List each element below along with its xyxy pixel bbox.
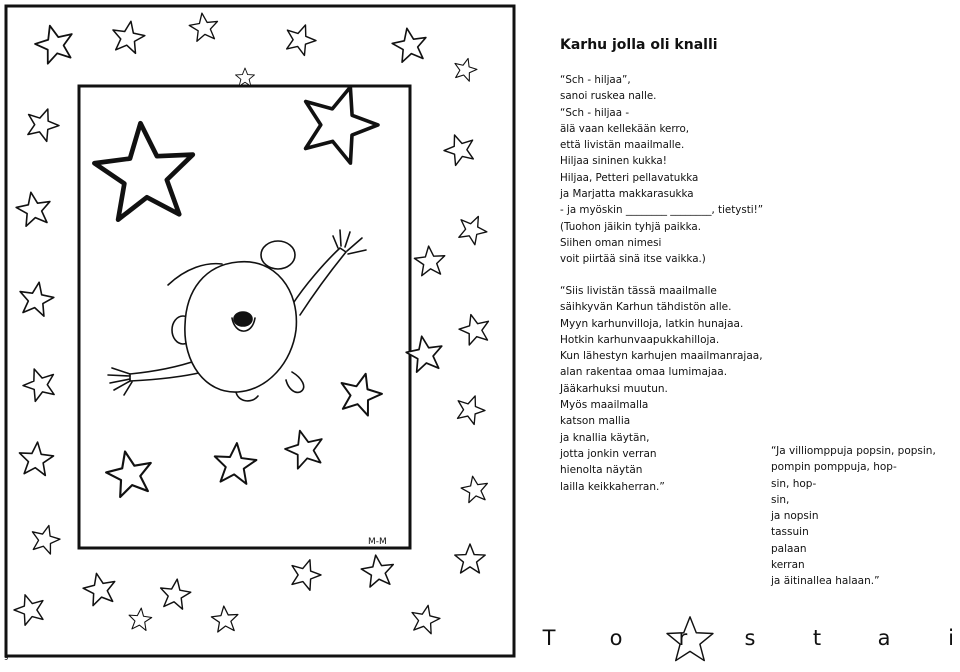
poem-line: alan rakentaa omaa lumimajaa. <box>560 366 728 379</box>
poem-stanza-3 <box>771 443 936 590</box>
poem-line: kerran <box>771 559 805 572</box>
bear-ear <box>261 241 295 269</box>
footer-tostai <box>540 622 960 662</box>
poem-line: “Sch - hiljaa - <box>560 106 630 119</box>
poem-line: sin, <box>771 493 790 506</box>
poem-line: ja Marjatta makkarasukka <box>560 188 694 201</box>
footer-letter: r <box>678 626 688 650</box>
poem-line: jotta jonkin verran <box>560 447 657 460</box>
footer-letter: o <box>609 626 623 650</box>
bear-foot <box>236 392 258 401</box>
poem-line: ja nopsin <box>771 510 819 523</box>
bear-foot <box>286 372 304 392</box>
footer-letter: t <box>812 626 822 650</box>
illustration-signature: M-M <box>368 537 387 547</box>
poem-line: “Sch - hiljaa”, <box>560 74 631 86</box>
poem-line: ja knallia käytän, <box>560 431 650 444</box>
footer-letter: s <box>744 626 756 650</box>
poem-line: Hiljaa sininen kukka! <box>560 155 667 168</box>
poem-line: “Ja villiomppuja popsin, popsin, <box>771 445 936 457</box>
poem-line: voit piirtää sinä itse vaikka.) <box>560 253 706 266</box>
bear-arm <box>292 248 346 315</box>
bear <box>108 230 366 401</box>
bear-head <box>185 262 297 392</box>
poem-line: palaan <box>771 542 807 555</box>
poem-line: älä vaan kellekään kerro, <box>560 122 690 135</box>
poem-line: hienolta näytän <box>560 464 643 477</box>
poem-line: katson mallia <box>560 415 631 428</box>
poem-line: pompin pomppuja, hop- <box>771 461 897 474</box>
page-number: 9 <box>4 654 9 662</box>
poem-line: ja äitinallea halaan.” <box>771 575 880 588</box>
footer-letter: a <box>877 626 891 650</box>
poem-line: Hotkin karhunvaapukkahilloja. <box>560 333 720 346</box>
poem-stanza-1 <box>560 72 763 268</box>
poem-title: Karhu jolla oli knalli <box>560 37 718 53</box>
footer-letter: T <box>542 626 556 650</box>
poem-line: Myös maailmalla <box>560 399 649 412</box>
poem-line: Myyn karhunvilloja, latkin hunajaa. <box>560 317 744 330</box>
poem-line: Kun lähestyn karhujen maailmanrajaa, <box>560 350 763 363</box>
poem-line: (Tuohon jäikin tyhjä paikka. <box>560 220 701 233</box>
poem-line: että livistän maailmalle. <box>560 139 685 152</box>
poem-stanza-2 <box>560 283 763 495</box>
poem-line: sanoi ruskea nalle. <box>560 90 657 103</box>
bear-nose <box>234 312 252 326</box>
poem-line: lailla keikkaherran.” <box>560 480 665 493</box>
poem-line: - ja myöskin ________ ________, tietysti!” <box>560 204 764 217</box>
footer-letter: i <box>948 626 954 650</box>
poem-line: Jääkarhuksi muutun. <box>560 382 668 395</box>
poem-line: Hiljaa, Petteri pellavatukka <box>560 171 699 184</box>
poem-line: “Siis livistän tässä maailmalle <box>560 285 717 297</box>
bear-paw <box>108 368 132 395</box>
poem-line: Siihen oman nimesi <box>560 236 662 249</box>
footer-letters <box>540 626 960 650</box>
poem-line: tassuin <box>771 526 809 539</box>
poem-line: säihkyvän Karhun tähdistön alle. <box>560 301 732 314</box>
poem-line: sin, hop- <box>771 477 817 490</box>
